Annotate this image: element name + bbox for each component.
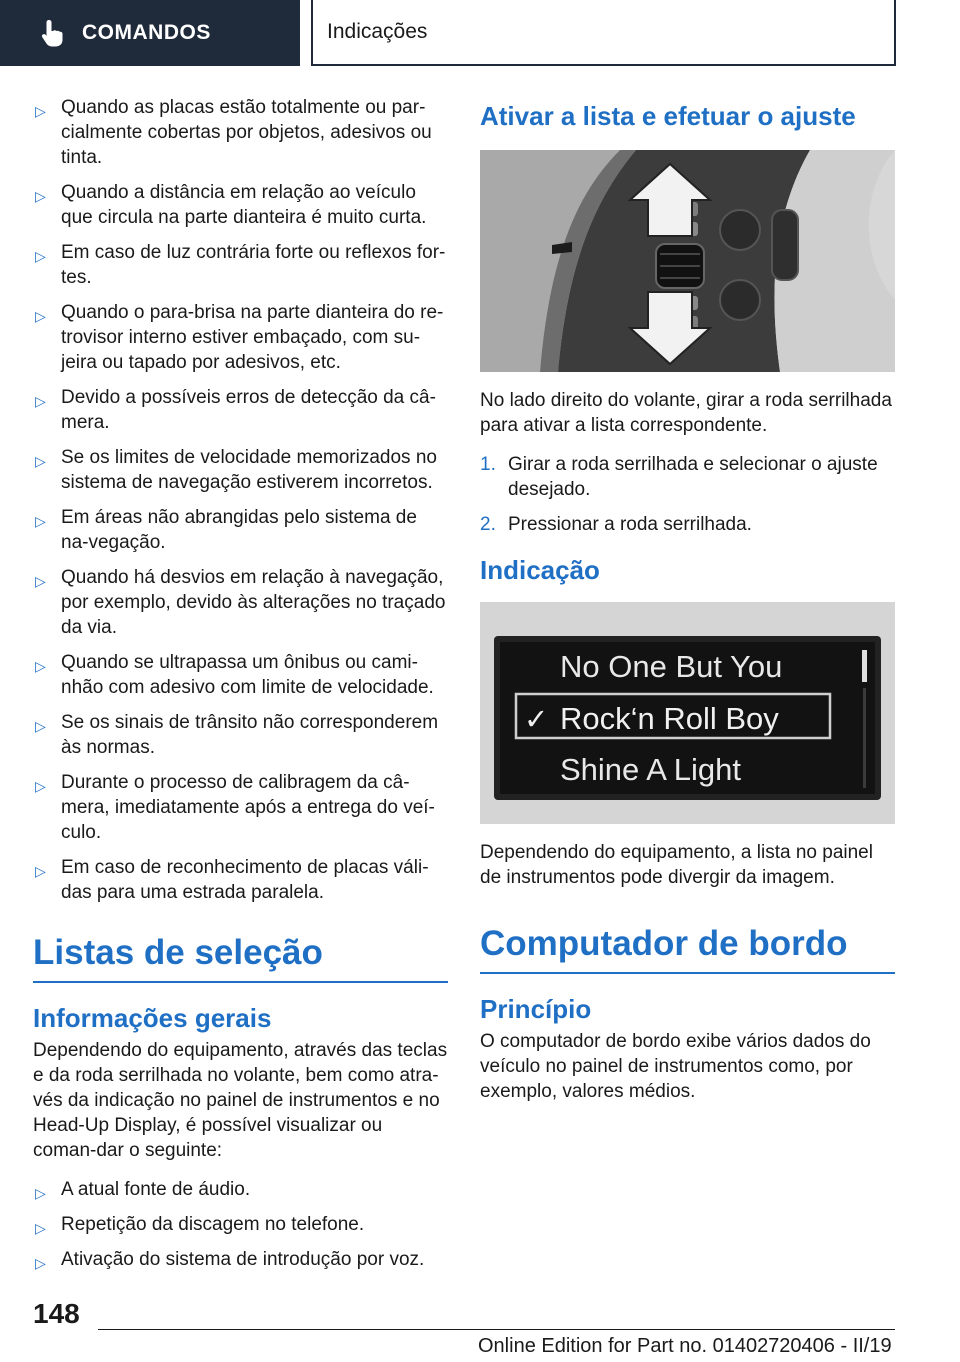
page-header: [0, 0, 960, 66]
triangle-right-outline-icon: ▷: [35, 1185, 46, 1201]
subsection-title-principle: Princípio: [480, 994, 592, 1024]
triangle-right-outline-icon: ▷: [35, 393, 46, 409]
chapter-tab[interactable]: [0, 0, 300, 66]
section-tab-label: Indicações: [327, 20, 428, 43]
section-tab[interactable]: [311, 0, 896, 66]
triangle-right-outline-icon: ▷: [35, 658, 46, 674]
display-item-3: Shine A Light: [560, 752, 741, 787]
steps-list: [480, 452, 895, 537]
step-item: 2. Pressionar a roda serrilhada.: [480, 514, 752, 535]
triangle-right-outline-icon: ▷: [35, 718, 46, 734]
subsection-title-indication: Indicação: [480, 555, 600, 585]
list-item: ▷ Se os limites de velocidade memorizados no sistema de navegação estiverem incorretos.: [35, 447, 437, 493]
instrument-display-image: [480, 602, 895, 824]
triangle-right-outline-icon: ▷: [35, 1220, 46, 1236]
display-item-2-label: Rock‘n Roll Boy: [560, 701, 779, 736]
list-item: ▷ Quando a distância em relação ao veículo que circula na parte dianteira é muito curta.: [35, 182, 427, 228]
step-item: 1. Girar a roda serrilhada e selecionar o ajuste desejado.: [480, 454, 878, 500]
principle-paragraph: O computador de bordo exibe vários dados do veículo no painel de instrumentos como, por exemplo, valores médios.: [480, 1031, 871, 1102]
list-item: ▷ Durante o processo de calibragem da câ‐mera, imediatamente após a entrega do veí‐culo.: [35, 772, 435, 843]
indication-paragraph: Dependendo do equipamento, a lista no painel de instrumentos pode divergir da imagem.: [480, 842, 873, 888]
list-item: ▷ Em áreas não abrangidas pelo sistema de na‐vegação.: [35, 507, 417, 553]
hand-pointer-icon: [40, 18, 66, 48]
display-item-1: No One But You: [560, 649, 783, 684]
list-item: ▷ Quando há desvios em relação à navegação, por exemplo, devido às alterações no traçado da via.: [35, 567, 446, 638]
triangle-right-outline-icon: ▷: [35, 308, 46, 324]
list-item: ▷ Quando o para-brisa na parte dianteira do re‐trovisor interno estiver embaçado, com su‐jeira ou tapado por adesivos, etc.: [35, 302, 444, 373]
section-title-selection-lists: Listas de seleção: [33, 933, 448, 983]
options-list: [33, 1177, 448, 1272]
triangle-right-outline-icon: ▷: [35, 573, 46, 589]
list-item: ▷ Se os sinais de trânsito não corresponderem às normas.: [35, 712, 439, 758]
list-item: ▷ Ativação do sistema de introdução por voz.: [33, 1247, 448, 1272]
intro-paragraph: Dependendo do equipamento, através das teclas e da roda serrilhada no volante, bem como atra‐vés da indicação no painel de instrumentos e no Head-Up Display, é possível visualizar ou coman‐dar o seguinte:: [33, 1040, 448, 1161]
steering-wheel-illustration: [480, 150, 895, 372]
triangle-right-outline-icon: ▷: [35, 1255, 46, 1271]
subsection-title-activate: Ativar a lista e efetuar o ajuste: [480, 101, 856, 131]
page-number: 148: [33, 1298, 80, 1329]
list-item: ▷ Em caso de luz contrária forte ou reflexos for‐tes.: [35, 242, 446, 288]
conditions-list: [33, 95, 448, 905]
list-item: ▷ A atual fonte de áudio.: [33, 1177, 448, 1202]
list-item: ▷ Em caso de reconhecimento de placas váli‐das para uma estrada paralela.: [35, 857, 429, 903]
left-column: [33, 95, 448, 1282]
subsection-title-general: Informações gerais: [33, 1003, 272, 1033]
triangle-right-outline-icon: ▷: [35, 248, 46, 264]
chapter-tab-label: COMANDOS: [82, 21, 211, 44]
triangle-right-outline-icon: ▷: [35, 103, 46, 119]
steering-wheel-image: [480, 150, 895, 372]
triangle-right-outline-icon: ▷: [35, 188, 46, 204]
display-list-illustration: [480, 602, 895, 824]
edition-text: Online Edition for Part no. 01402720406 - II/19: [478, 1335, 892, 1357]
footer-divider: [98, 1329, 895, 1330]
display-item-2: ✓: [524, 702, 549, 736]
triangle-right-outline-icon: ▷: [35, 778, 46, 794]
list-item: ▷ Quando as placas estão totalmente ou par‐cialmente cobertas por objetos, adesivos ou tinta.: [35, 97, 432, 168]
list-item: ▷ Quando se ultrapassa um ônibus ou cami‐nhão com adesivo com limite de velocidade.: [35, 652, 434, 698]
triangle-right-outline-icon: ▷: [35, 513, 46, 529]
activate-paragraph: No lado direito do volante, girar a roda serrilhada para ativar a lista correspondente.: [480, 390, 892, 436]
list-item: ▷ Repetição da discagem no telefone.: [33, 1212, 448, 1237]
triangle-right-outline-icon: ▷: [35, 863, 46, 879]
section-title-onboard-computer: Computador de bordo: [480, 924, 895, 974]
triangle-right-outline-icon: ▷: [35, 453, 46, 469]
right-column: [480, 95, 895, 1118]
list-item: ▷ Devido a possíveis erros de detecção da câ‐mera.: [35, 387, 436, 433]
